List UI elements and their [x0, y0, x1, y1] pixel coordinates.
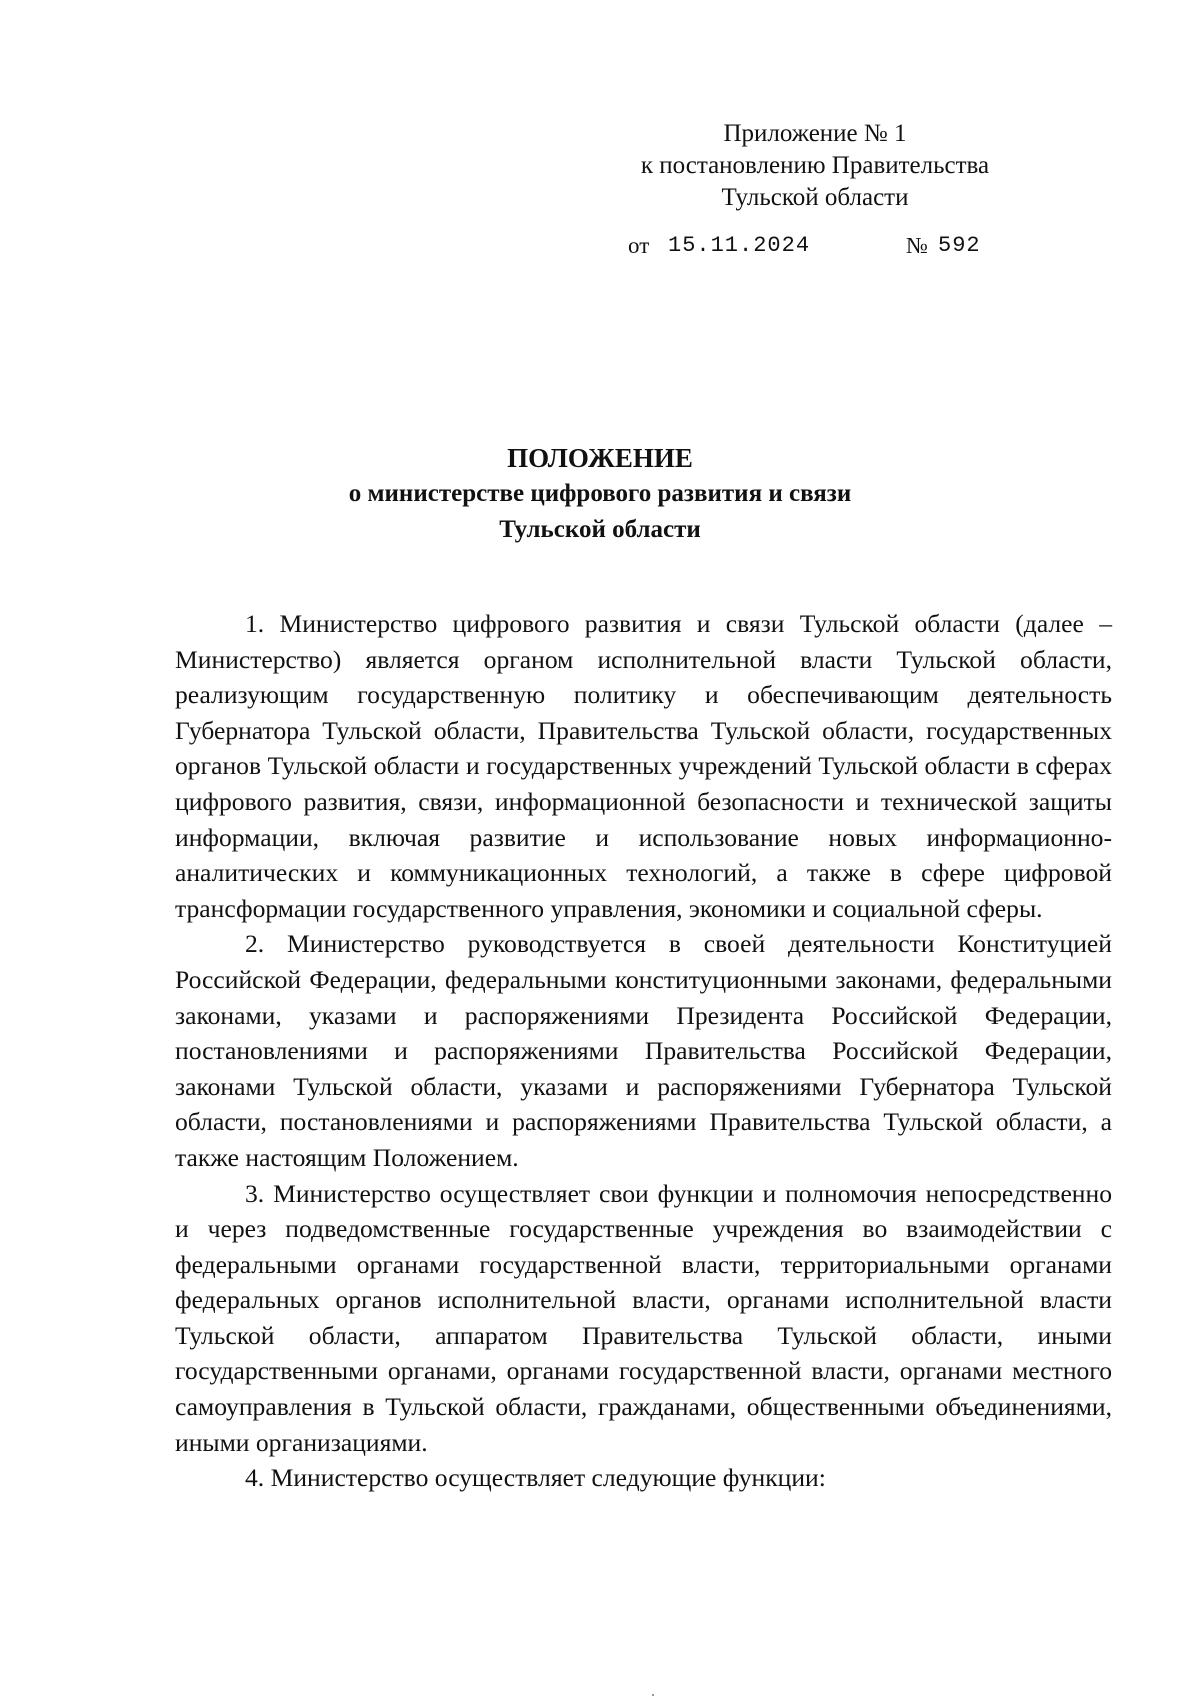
paragraph-1: 1. Министерство цифрового развития и связи Тульской области (далее – Министерство) является органом исполнительной власти Тульской области, реализующим государственную политику и обеспечивающим деятельность Губернатора Тульской области, Правительства Тульской области, государственных органов Тульской области и государственных учреждений Тульской области в сферах цифрового развития, связи, информационной безопасности и технической защиты информации, включая развитие и использование новых информационно-аналитических и коммуникационных технологий, а также в сфере цифровой трансформации государственного управления, экономики и социальной сферы. [175, 609, 1112, 923]
attachment-header [600, 118, 1030, 214]
attachment-region: Тульской области [721, 184, 909, 211]
order-number-sign: № [906, 233, 928, 258]
order-date: 15.11.2024 [668, 233, 811, 258]
order-number: 592 [938, 233, 981, 258]
title-heading: ПОЛОЖЕНИЕ [507, 443, 693, 473]
document-body [175, 606, 1112, 1496]
paragraph-4: 4. Министерство осуществляет следующие функции: [245, 1463, 826, 1493]
attachment-reference: к постановлению Правительства [640, 152, 990, 179]
title-region: Тульской области [499, 516, 701, 543]
order-date-prefix: от [628, 233, 650, 258]
paragraph-2: 2. Министерство руководствуется в своей деятельности Конституцией Российской Федерации, федеральными конституционными законами, федеральными законами, указами и распоряжениями Президента Российской Федерации, постановлениями и распоряжениями Правительства Российской Федерации, законами Тульской области, указами и распоряжениями Губернатора Тульской области, постановлениями и распоряжениями Правительства Тульской области, а также настоящим Положением. [175, 929, 1112, 1172]
paragraph-3: 3. Министерство осуществляет свои функции и полномочия непосредственно и через подведомственные государственные учреждения во взаимодействии с федеральными органами государственной власти, территориальными органами федеральных органов исполнительной власти, органами исполнительной власти Тульской области, аппаратом Правительства Тульской области, иными государственными органами, органами государственной власти, органами местного самоуправления в Тульской области, гражданами, общественными объединениями, иными организациями. [175, 1178, 1112, 1457]
attachment-number: Приложение № 1 [723, 120, 907, 147]
title-subject: о министерстве цифрового развития и связи [348, 480, 852, 507]
document-title [240, 440, 960, 548]
scan-speck [652, 1694, 654, 1696]
